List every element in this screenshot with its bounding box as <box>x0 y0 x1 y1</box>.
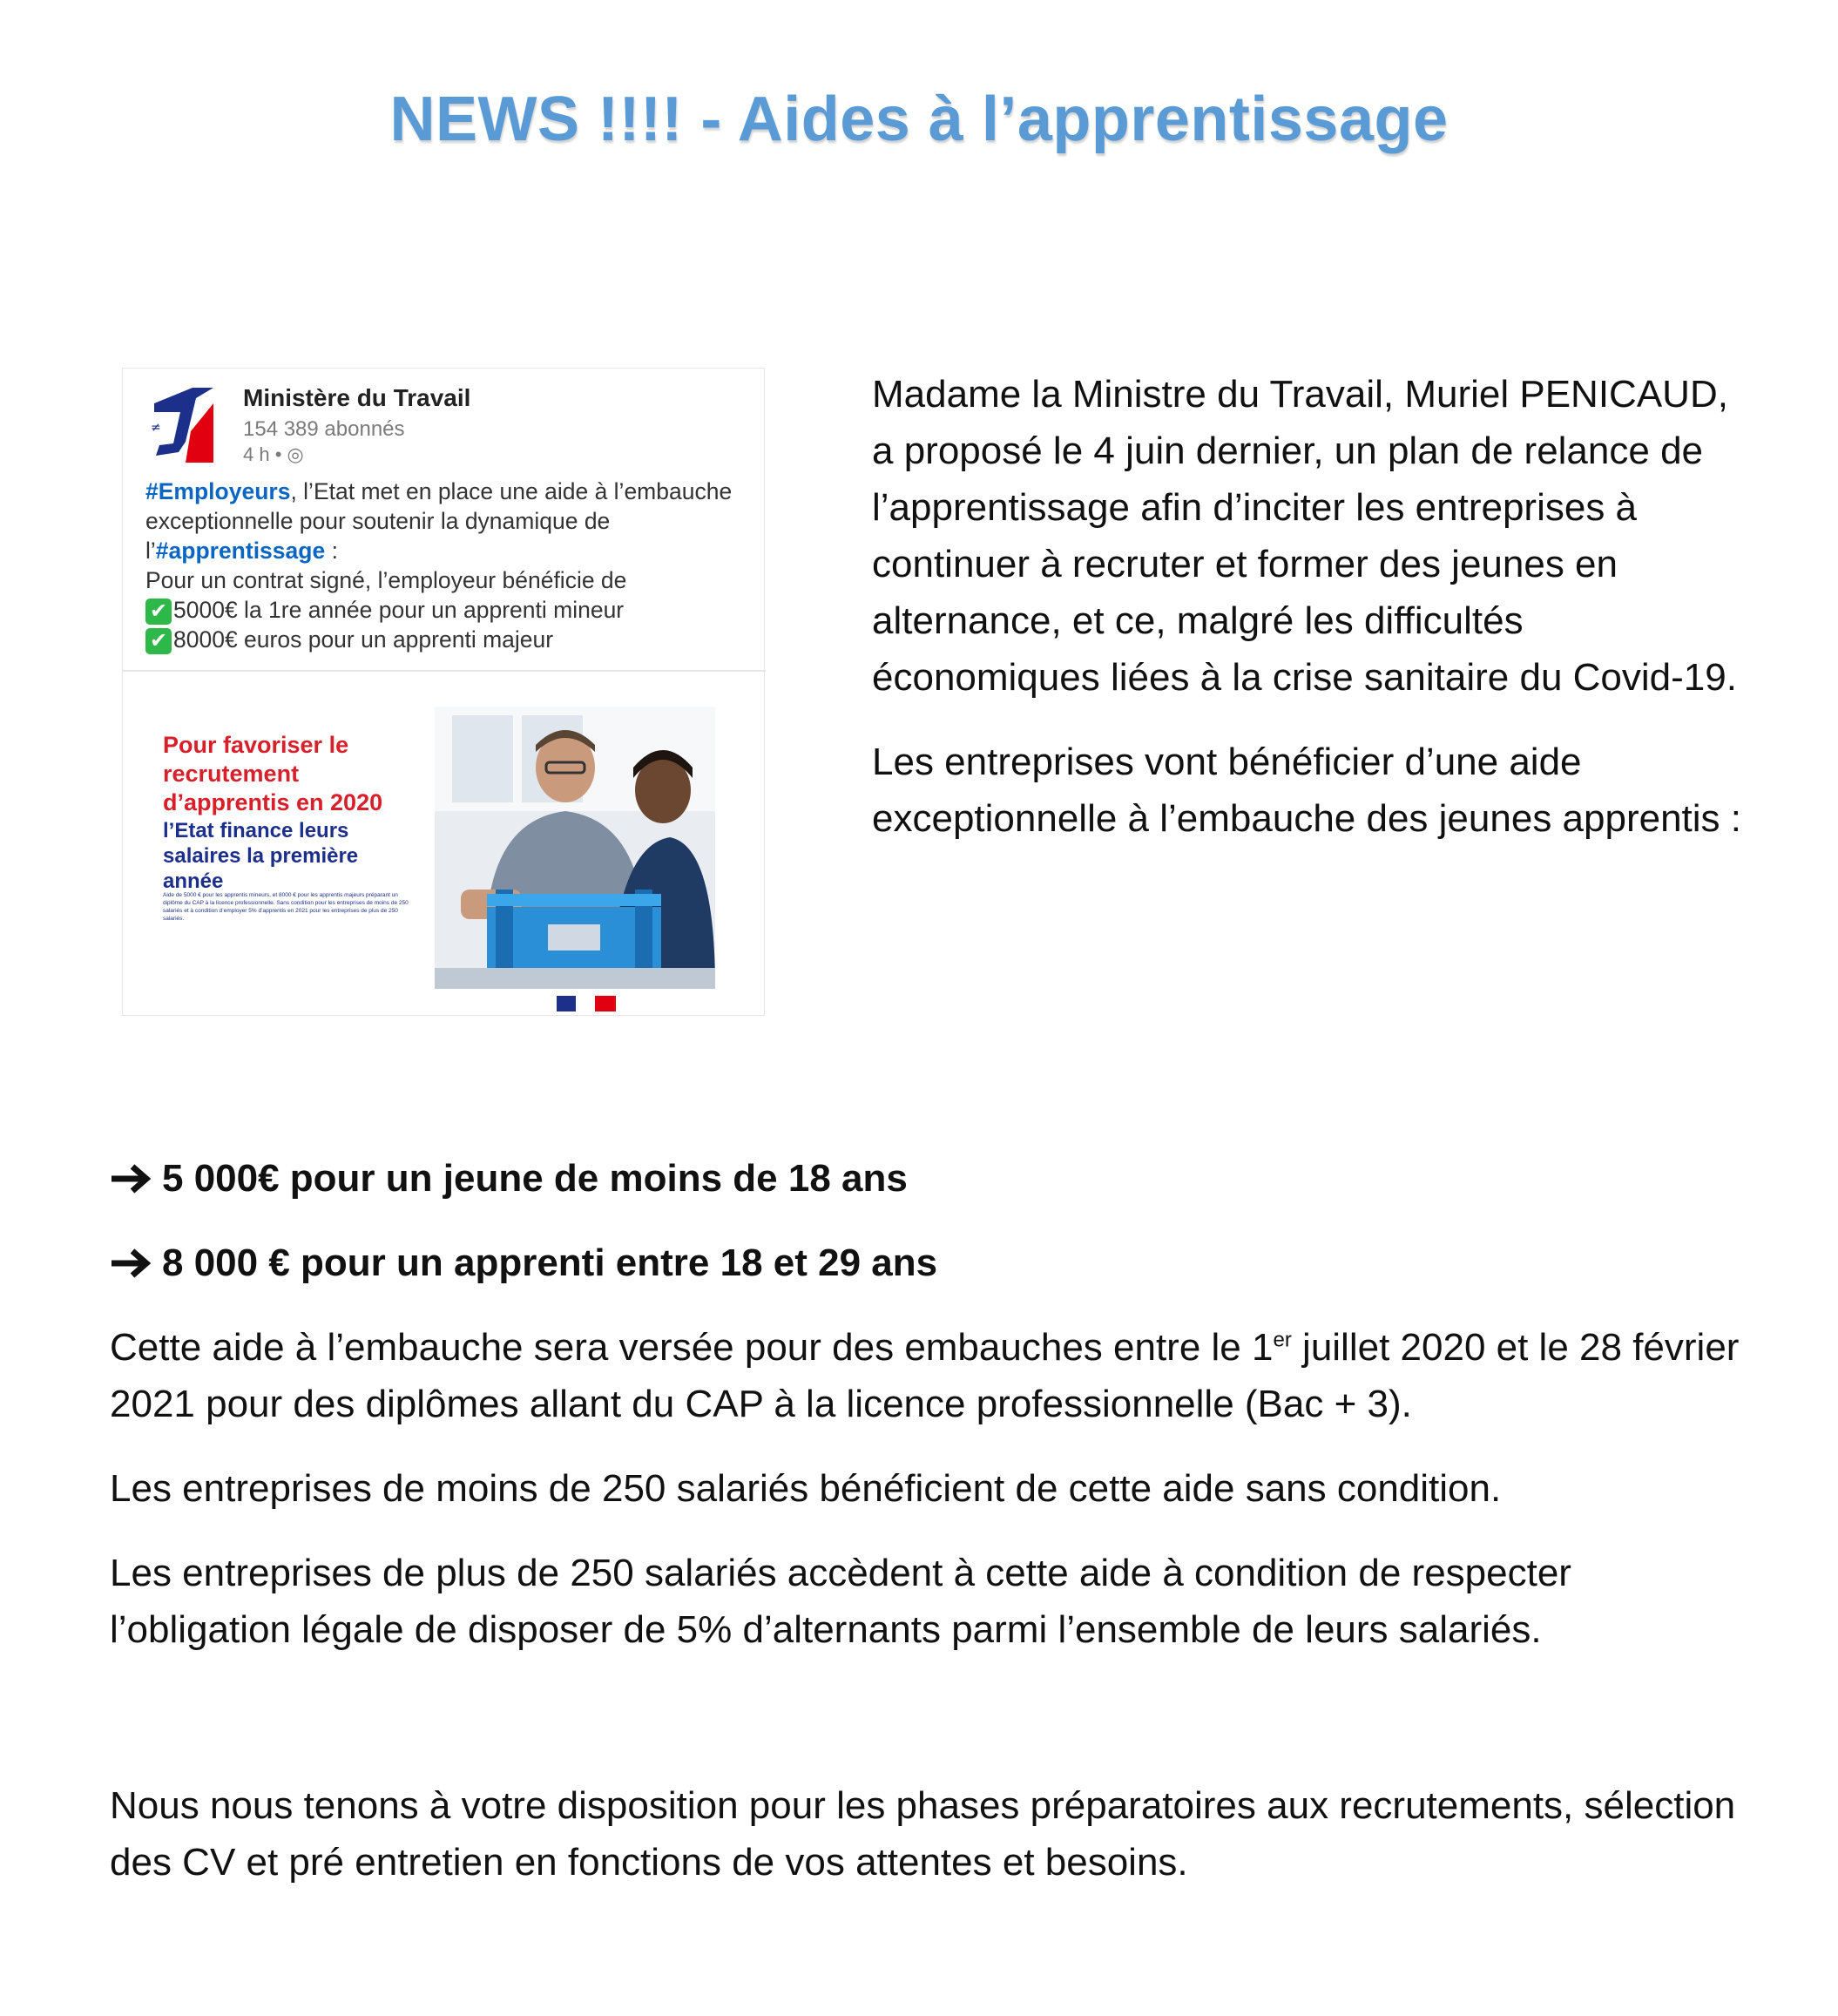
hashtag-apprentissage: #apprentissage <box>155 538 326 564</box>
aid-bullet-adult <box>110 1235 1747 1291</box>
post-banner <box>123 672 766 1015</box>
post-text <box>145 477 747 654</box>
banner-subheadline: l’Etat finance leurs salaires la première année <box>163 819 359 893</box>
check-icon: ✔ <box>145 628 172 654</box>
intro-paragraph-2: Les entreprises vont bénéficier d’une aide exceptionnelle à l’embauche des jeunes apprentis : <box>872 741 1741 840</box>
post-text-1: , l’Etat met en place une aide à l’embauche exceptionnelle pour soutenir la dynamique de l’ <box>145 478 733 564</box>
aid-bullet-adult-text: 8 000 € pour un apprenti entre 18 et 29 ans <box>162 1241 938 1284</box>
post-header <box>147 381 757 477</box>
post-check-2: 8000€ euros pour un apprenti majeur <box>173 626 554 653</box>
intro-text <box>872 366 1743 875</box>
post-check-1: 5000€ la 1re année pour un apprenti mineur <box>173 597 625 623</box>
aid-bullet-minor-text: 5 000€ pour un jeune de moins de 18 ans <box>162 1157 908 1200</box>
hashtag-employeurs: #Employeurs <box>145 478 291 504</box>
main-body <box>110 1150 1747 1686</box>
body-paragraph-small-companies: Les entreprises de moins de 250 salariés bénéficient de cette aide sans condition. <box>110 1467 1502 1510</box>
body-paragraph-dates-a: Cette aide à l’embauche sera versée pour des embauches entre le 1 <box>110 1326 1274 1369</box>
french-flag-icon <box>557 996 616 1011</box>
ministry-logo-icon <box>147 386 213 463</box>
svg-text:≠: ≠ <box>151 421 161 435</box>
check-icon: ✔ <box>145 599 172 625</box>
aid-bullet-minor <box>110 1150 1747 1207</box>
body-paragraph-dates <box>110 1319 1747 1432</box>
banner-headline: Pour favoriser le recrutement d’apprentis en 2020 <box>163 732 383 815</box>
workshop-photo <box>435 707 715 989</box>
body-paragraph-large-companies: Les entreprises de plus de 250 salariés accèdent à cette aide à condition de respecter l’obligation légale de disposer de 5% d’alternants parmi l’ensemble de leurs salariés. <box>110 1552 1571 1651</box>
closing-paragraph: Nous nous tenons à votre disposition pour les phases préparatoires aux recrutements, sélection des CV et pré entretien en fonctions de vos attentes et besoins. <box>110 1784 1736 1884</box>
banner-fine-print: Aide de 5000 € pour les apprentis mineurs, et 8000 € pour les apprentis majeurs préparant un diplôme du CAP à la licence professionnelle. Sans condition pour les entreprises de moins de 250 salariés et à condition d’employer 5% d’apprentis en 2021 pour les entreprises de plus de 250 salariés. <box>163 892 409 922</box>
ordinal-superscript: er <box>1273 1328 1292 1352</box>
page-title: NEWS !!!! - Aides à l’apprentissage <box>389 85 1449 154</box>
intro-paragraph-1: Madame la Ministre du Travail, Muriel PENICAUD, a proposé le 4 juin dernier, un plan de relance de l’apprentissage afin d’inciter les entreprises à continuer à recruter et former des jeunes en alternance, et ce, malgré les difficultés économiques liées à la crise sanitaire du Covid-19. <box>872 373 1737 699</box>
arrow-right-icon <box>110 1248 152 1279</box>
arrow-right-icon <box>110 1163 152 1194</box>
body-paragraph-dates-b: juillet 2020 et le 28 février 2021 pour des diplômes allant du CAP à la licence professionnelle (Bac + 3). <box>110 1326 1740 1425</box>
post-text-3: Pour un contrat signé, l’employeur bénéficie de <box>145 567 627 593</box>
social-post-image <box>122 368 765 1016</box>
post-time: 4 h • ◎ <box>243 443 304 465</box>
follower-count: 154 389 abonnés <box>243 417 405 441</box>
account-name: Ministère du Travail <box>243 384 471 411</box>
post-text-2: : <box>325 538 338 564</box>
